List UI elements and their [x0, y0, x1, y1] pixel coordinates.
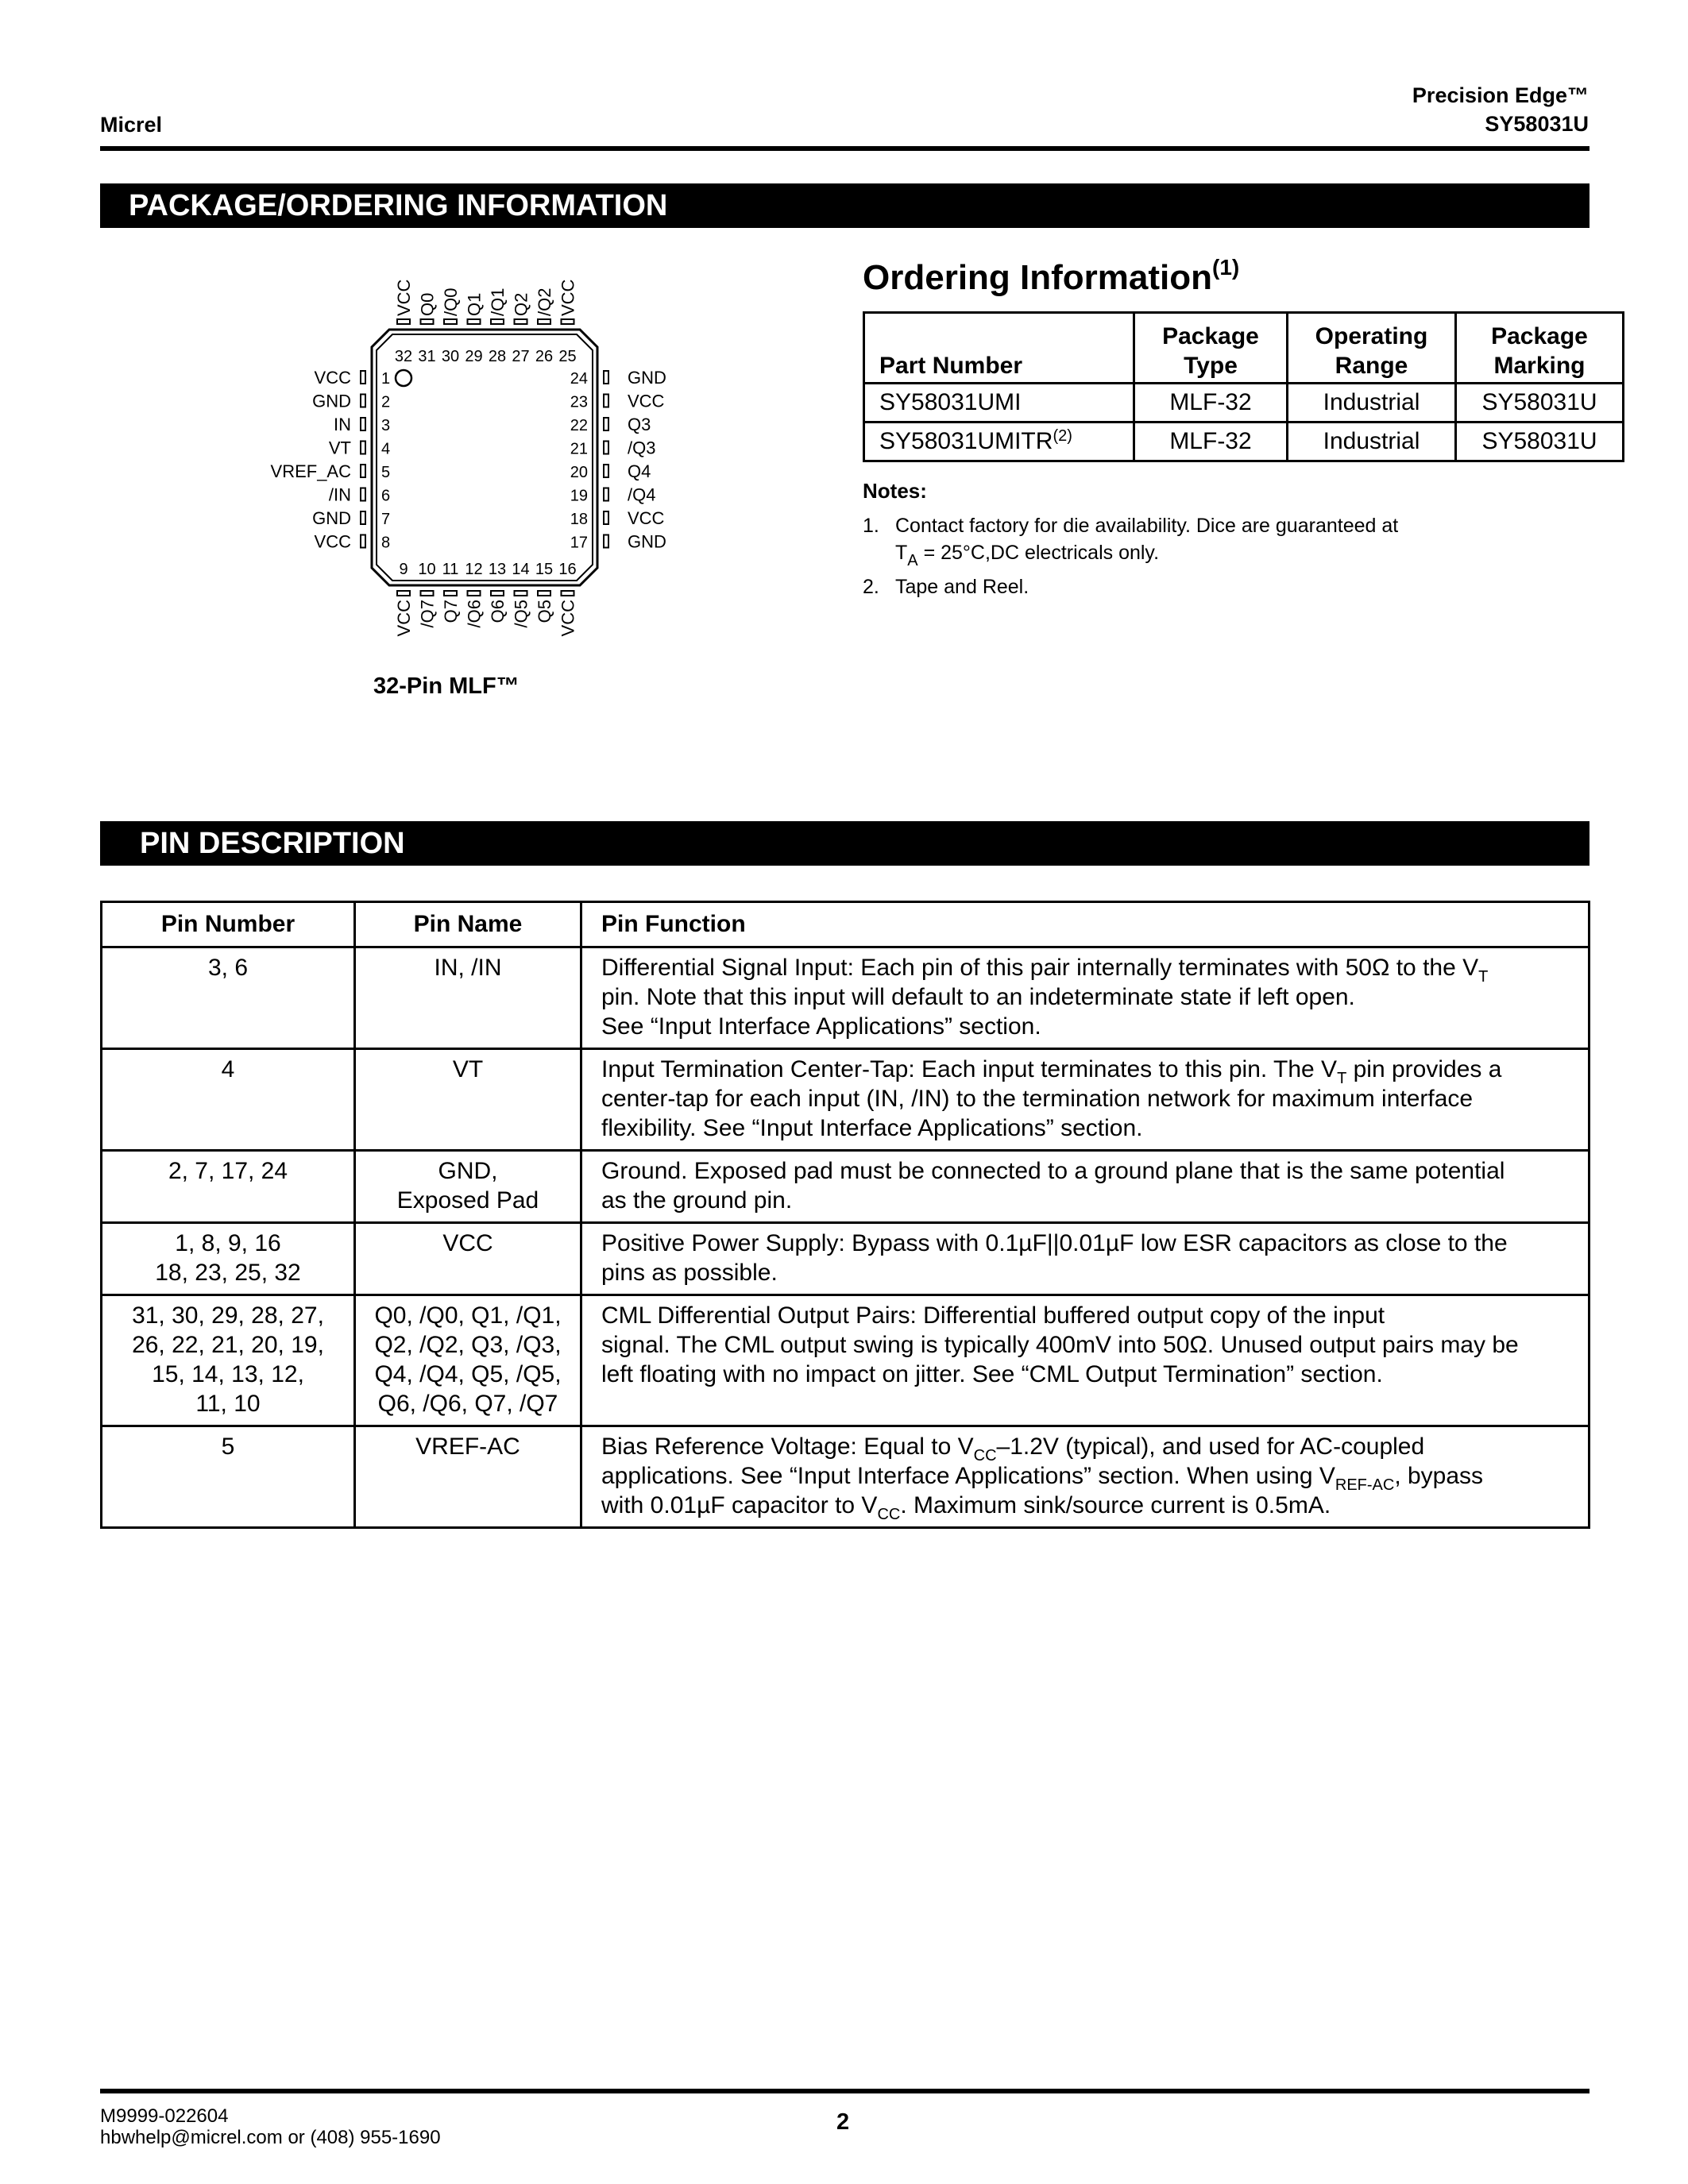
table-row — [864, 384, 1624, 423]
pin-name-line: GND, — [438, 1158, 498, 1184]
pin-number-top: 29 — [465, 348, 483, 365]
pin-name-bottom: /Q7 — [417, 600, 438, 628]
pin-name-left: GND — [312, 391, 351, 411]
pin-name-line: Q2, /Q2, Q3, /Q3, — [374, 1332, 562, 1358]
doc-number: M9999-022604 — [100, 2105, 229, 2127]
contact-info: hbwhelp@micrel.com or (408) 955-1690 — [100, 2127, 441, 2148]
note-line: = 25°C,DC electricals only. — [917, 542, 1160, 564]
pin-name-top: /Q2 — [535, 287, 554, 316]
part-number: SY58031U — [1485, 112, 1589, 136]
pin-number-top: 28 — [488, 348, 507, 365]
function-text: , bypass — [1394, 1463, 1484, 1489]
pin-lead — [361, 488, 365, 501]
pin-name-bottom: /Q6 — [464, 600, 485, 628]
pin-number-right: 20 — [570, 464, 588, 481]
pin-lead — [604, 465, 608, 477]
footer-rule — [100, 2089, 1590, 2093]
part-note: (2) — [1053, 427, 1072, 445]
pin-name-top: VCC — [394, 279, 414, 316]
pin-number-line: 18, 23, 25, 32 — [155, 1260, 301, 1286]
function-sub: CC — [973, 1447, 997, 1464]
pin-lead — [361, 395, 365, 407]
pin-lead — [361, 511, 365, 524]
pin-number-bottom: 11 — [442, 561, 459, 578]
pin-number-line: 26, 22, 21, 20, 19, — [132, 1332, 324, 1358]
pin-lead — [361, 418, 365, 430]
pin1-marker — [396, 370, 411, 386]
pin-lead — [361, 442, 365, 454]
pin-lead — [444, 319, 457, 324]
pin-name-right: Q4 — [628, 461, 651, 481]
note-text — [895, 512, 1547, 569]
pin-number-top: 32 — [394, 348, 413, 365]
table-row — [102, 1426, 1590, 1528]
cell-pin-number — [102, 1151, 355, 1223]
col-pin-name: Pin Name — [355, 902, 581, 947]
pin-number-line: 5 — [221, 1433, 235, 1460]
part-value: SY58031UMITR — [879, 428, 1053, 454]
col-pin-function: Pin Function — [581, 902, 1590, 947]
pin-lead — [604, 535, 608, 548]
package-diagram — [238, 270, 731, 667]
function-text: –1.2V (typical), and used for AC-coupled — [996, 1433, 1425, 1460]
pin-number-right: 18 — [570, 511, 588, 528]
header-product — [1412, 81, 1589, 138]
pin-lead — [562, 591, 574, 596]
pin-lead — [421, 319, 434, 324]
pin-number-left: 6 — [381, 487, 391, 505]
pin-lead — [361, 371, 365, 384]
table-row — [102, 1223, 1590, 1295]
pin-number-left: 5 — [381, 464, 391, 481]
product-line: Precision Edge™ — [1412, 83, 1589, 107]
section-title-package: PACKAGE/ORDERING INFORMATION — [100, 183, 1590, 228]
pin-number-line: 3, 6 — [207, 955, 249, 981]
pin-lead — [491, 319, 504, 324]
cell-range: Industrial — [1288, 384, 1456, 423]
cell-pin-name — [355, 1223, 581, 1295]
part-value: SY58031UMI — [879, 389, 1022, 415]
pin-number-bottom: 15 — [535, 561, 554, 578]
pin-name-left: VT — [328, 438, 351, 458]
col-package-marking-l2: Marking — [1493, 353, 1586, 379]
pin-lead — [468, 319, 481, 324]
pin-lead — [562, 319, 574, 324]
pin-number-line: 31, 30, 29, 28, 27, — [132, 1302, 324, 1329]
footer-info — [100, 2105, 441, 2148]
cell-type: MLF-32 — [1134, 423, 1288, 461]
pin-number-bottom: 13 — [488, 561, 507, 578]
col-part-number: Part Number — [864, 313, 1134, 384]
function-text: applications. See “Input Interface Applications” section. When using V — [601, 1463, 1335, 1489]
cell-range: Industrial — [1288, 423, 1456, 461]
pin-name-line: VREF-AC — [415, 1433, 520, 1460]
pin-number-line: 15, 14, 13, 12, — [152, 1361, 304, 1387]
ordering-header-row — [864, 313, 1624, 384]
pin-number-right: 24 — [570, 370, 588, 388]
pin-number-top: 31 — [418, 348, 436, 365]
pin-number-left: 3 — [381, 417, 391, 434]
function-text: as the ground pin. — [601, 1187, 793, 1214]
pin-number-right: 21 — [570, 440, 588, 458]
pin-lead — [397, 591, 410, 596]
note-1 — [863, 512, 1578, 576]
col-operating-range-l2: Range — [1335, 353, 1408, 379]
function-sub: T — [1337, 1070, 1347, 1087]
pin-lead — [515, 319, 527, 324]
col-package-type-l1: Package — [1162, 323, 1259, 349]
pin-number-left: 8 — [381, 534, 391, 552]
package-outline — [238, 270, 731, 667]
pin-name-line: VCC — [442, 1230, 493, 1256]
pin-name-right: GND — [628, 368, 666, 388]
cell-type: MLF-32 — [1134, 384, 1288, 423]
col-pin-number: Pin Number — [102, 902, 355, 947]
section-title-pin-description: PIN DESCRIPTION — [100, 821, 1590, 866]
function-text: Ground. Exposed pad must be connected to a ground plane that is the same potential — [601, 1158, 1505, 1184]
pin-number-line: 2, 7, 17, 24 — [168, 1158, 288, 1184]
pin-number-left: 7 — [381, 511, 391, 528]
pin-lead — [468, 591, 481, 596]
cell-pin-name — [355, 1049, 581, 1151]
function-text: CML Differential Output Pairs: Differential buffered output copy of the input — [601, 1302, 1385, 1329]
cell-pin-number — [102, 947, 355, 1049]
pin-name-left: GND — [312, 508, 351, 528]
cell-pin-name — [355, 947, 581, 1049]
pin-name-right: GND — [628, 531, 666, 552]
pin-name-right: VCC — [628, 391, 665, 411]
col-package-type-l2: Type — [1184, 353, 1238, 379]
function-text: See “Input Interface Applications” section. — [601, 1013, 1041, 1040]
cell-part — [864, 384, 1134, 423]
function-text: Input Termination Center-Tap: Each input terminates to this pin. The V — [601, 1056, 1338, 1082]
pin-name-top: /Q0 — [441, 287, 461, 316]
pin-name-top: VCC — [558, 279, 578, 316]
pin-lead — [604, 511, 608, 524]
pin-lead — [604, 371, 608, 384]
cell-pin-number — [102, 1223, 355, 1295]
table-row — [864, 423, 1624, 461]
pin-number-top: 26 — [535, 348, 554, 365]
note-number: 1. — [863, 515, 879, 537]
function-text: pins as possible. — [601, 1260, 778, 1286]
pin-number-line: 4 — [221, 1056, 235, 1082]
pin-name-line: Q0, /Q0, Q1, /Q1, — [374, 1302, 562, 1329]
pin-description-table — [100, 901, 1590, 1529]
table-row — [102, 947, 1590, 1049]
function-text: Positive Power Supply: Bypass with 0.1µF||0.01µF low ESR capacitors as close to the — [601, 1230, 1508, 1256]
table-row — [102, 1295, 1590, 1426]
table-row — [102, 1151, 1590, 1223]
pin-lead — [361, 535, 365, 548]
pin-number-right: 17 — [570, 534, 588, 552]
col-package-type — [1134, 313, 1288, 384]
pin-name-left: /IN — [328, 484, 351, 505]
pin-name-bottom: Q5 — [535, 600, 554, 623]
ordering-title — [863, 255, 1240, 298]
cell-pin-function — [581, 1295, 1590, 1426]
header-rule — [100, 146, 1590, 151]
cell-marking: SY58031U — [1456, 384, 1624, 423]
cell-pin-function — [581, 1426, 1590, 1528]
cell-pin-name — [355, 1295, 581, 1426]
pin-name-left: IN — [334, 415, 351, 434]
note-sub: A — [907, 552, 918, 569]
pin-lead — [604, 488, 608, 501]
pin-number-top: 30 — [441, 348, 460, 365]
company-name: Micrel — [100, 113, 163, 137]
cell-part — [864, 423, 1134, 461]
cell-pin-function — [581, 1151, 1590, 1223]
pin-name-bottom: /Q5 — [511, 600, 531, 628]
col-operating-range — [1288, 313, 1456, 384]
function-text: flexibility. See “Input Interface Applications” section. — [601, 1115, 1143, 1141]
pin-number-left: 1 — [381, 370, 391, 388]
note-2 — [863, 573, 1578, 605]
pin-lead — [538, 591, 550, 596]
pin-header-row — [102, 902, 1590, 947]
cell-pin-name — [355, 1426, 581, 1528]
note-number: 2. — [863, 576, 879, 598]
table-row — [102, 1049, 1590, 1151]
note-text: Tape and Reel. — [895, 576, 1029, 598]
pin-lead — [397, 319, 410, 324]
pin-number-top: 27 — [512, 348, 530, 365]
function-sub: T — [1478, 968, 1489, 986]
col-package-marking — [1456, 313, 1624, 384]
ordering-title-note: (1) — [1212, 255, 1240, 280]
pin-number-left: 4 — [381, 440, 391, 458]
pin-name-bottom: Q6 — [488, 600, 508, 623]
pin-lead — [444, 591, 457, 596]
cell-pin-number — [102, 1049, 355, 1151]
function-text: left floating with no impact on jitter. See “CML Output Termination” section. — [601, 1361, 1383, 1387]
pin-number-bottom: 16 — [558, 561, 577, 578]
pin-number-right: 22 — [570, 417, 588, 434]
function-sub: REF-AC — [1335, 1476, 1395, 1494]
pin-number-bottom: 14 — [512, 561, 530, 578]
pin-name-left: VREF_AC — [270, 461, 351, 481]
function-text: with 0.01µF capacitor to V — [601, 1492, 878, 1518]
function-text: pin. Note that this input will default to an indeterminate state if left open. — [601, 984, 1355, 1010]
pin-number-top: 25 — [558, 348, 577, 365]
note-line: Contact factory for die availability. Dice are guaranteed at — [895, 515, 1399, 537]
page-number: 2 — [836, 2109, 850, 2135]
pin-name-line: Q4, /Q4, Q5, /Q5, — [374, 1361, 562, 1387]
function-text: Differential Signal Input: Each pin of this pair internally terminates with 50Ω to the V — [601, 955, 1479, 981]
function-sub: CC — [877, 1506, 901, 1523]
pin-name-right: VCC — [628, 508, 665, 528]
cell-pin-number — [102, 1426, 355, 1528]
pin-name-right: /Q3 — [628, 438, 656, 458]
pin-number-right: 23 — [570, 393, 588, 411]
pin-name-bottom: VCC — [394, 600, 414, 637]
pin-name-bottom: VCC — [558, 600, 578, 637]
pin-name-top: Q0 — [417, 292, 438, 316]
pin-lead — [491, 591, 504, 596]
notes-title: Notes: — [863, 479, 927, 503]
package-caption: 32-Pin MLF™ — [373, 673, 520, 699]
pin-name-line: Q6, /Q6, Q7, /Q7 — [377, 1391, 558, 1417]
cell-marking: SY58031U — [1456, 423, 1624, 461]
ordering-title-text: Ordering Information — [863, 258, 1212, 297]
pin-number-bottom: 10 — [418, 561, 436, 578]
pin-lead — [538, 319, 550, 324]
ordering-table — [863, 311, 1624, 462]
pin-lead — [604, 442, 608, 454]
pin-lead — [515, 591, 527, 596]
cell-pin-function — [581, 947, 1590, 1049]
pin-number-bottom: 9 — [399, 561, 408, 578]
pin-number-bottom: 12 — [465, 561, 483, 578]
function-text: pin provides a — [1346, 1056, 1502, 1082]
pin-lead — [604, 418, 608, 430]
function-text: Bias Reference Voltage: Equal to V — [601, 1433, 974, 1460]
pin-lead — [421, 591, 434, 596]
pin-lead — [361, 465, 365, 477]
cell-pin-function — [581, 1223, 1590, 1295]
pin-name-bottom: Q7 — [441, 600, 461, 623]
col-operating-range-l1: Operating — [1315, 323, 1428, 349]
note-line: T — [895, 542, 908, 564]
function-text: center-tap for each input (IN, /IN) to the termination network for maximum interface — [601, 1086, 1474, 1112]
function-text: . Maximum sink/source current is 0.5mA. — [900, 1492, 1331, 1518]
pin-name-line: IN, /IN — [434, 955, 502, 981]
pin-number-line: 1, 8, 9, 16 — [175, 1230, 281, 1256]
pin-name-top: Q1 — [464, 292, 485, 316]
pin-name-right: Q3 — [628, 415, 651, 434]
cell-pin-name — [355, 1151, 581, 1223]
pin-name-top: /Q1 — [488, 287, 508, 316]
col-package-marking-l1: Package — [1491, 323, 1588, 349]
pin-name-right: /Q4 — [628, 484, 656, 505]
pin-lead — [604, 395, 608, 407]
cell-pin-number — [102, 1295, 355, 1426]
pin-name-line: VT — [452, 1056, 484, 1082]
pin-number-line: 11, 10 — [195, 1391, 261, 1417]
pin-name-left: VCC — [314, 368, 351, 388]
pin-number-right: 19 — [570, 487, 588, 505]
pin-name-top: Q2 — [511, 292, 531, 316]
pin-number-left: 2 — [381, 393, 391, 411]
pin-name-left: VCC — [314, 531, 351, 552]
cell-pin-function — [581, 1049, 1590, 1151]
function-text: signal. The CML output swing is typically 400mV into 50Ω. Unused output pairs may be — [601, 1332, 1519, 1358]
pin-name-line: Exposed Pad — [396, 1187, 539, 1214]
